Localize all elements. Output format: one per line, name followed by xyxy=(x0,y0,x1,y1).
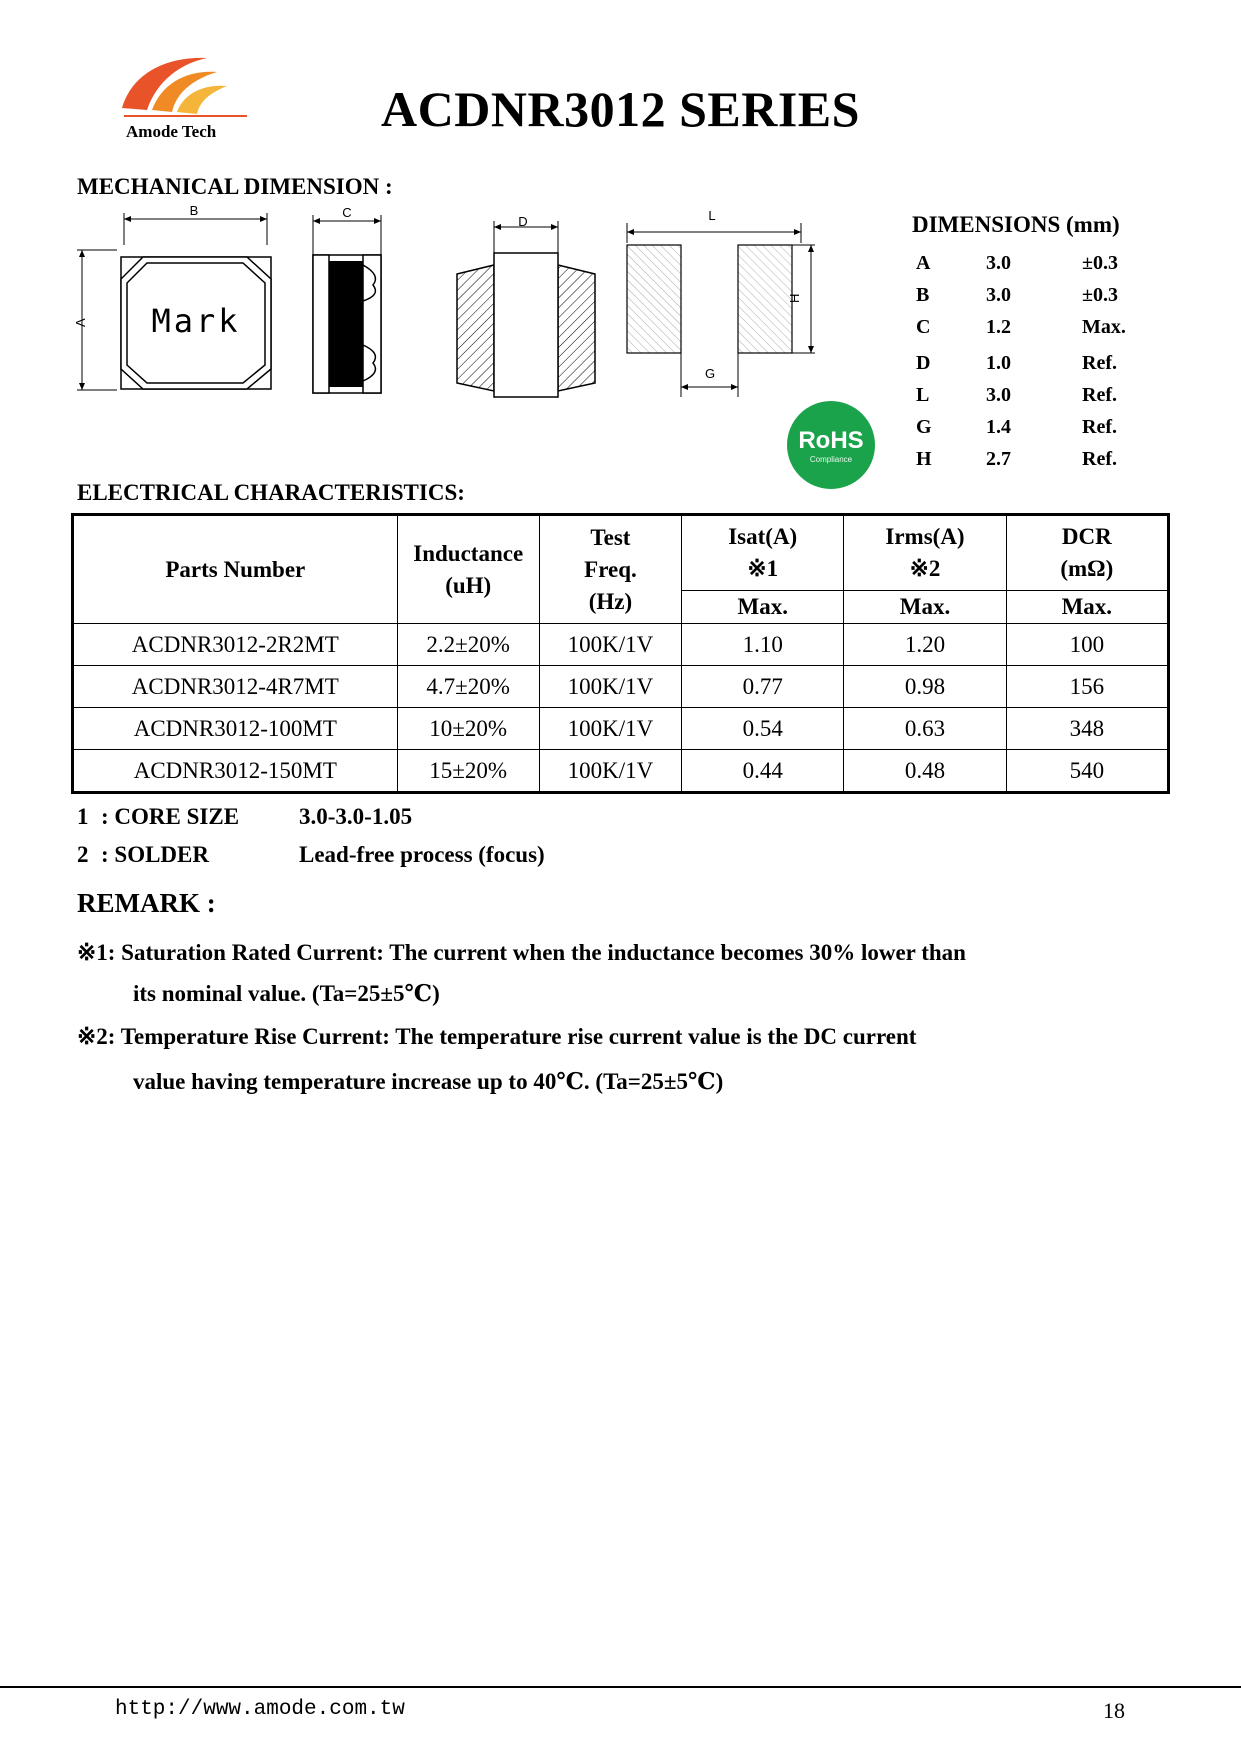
cell-freq: 100K/1V xyxy=(539,624,681,666)
dimensions-title: DIMENSIONS (mm) xyxy=(912,212,1120,237)
cell-irms: 0.48 xyxy=(844,750,1006,793)
page-title: ACDNR3012 SERIES xyxy=(381,81,860,137)
header-part-number: Parts Number xyxy=(73,515,398,624)
dimension-row xyxy=(912,448,1152,480)
header-inductance: Inductance (uH) xyxy=(397,515,539,624)
header-dcr: DCR (mΩ) xyxy=(1006,515,1168,591)
cell-dcr: 156 xyxy=(1006,666,1168,708)
dimension-label: D xyxy=(916,352,931,374)
remark-1-line-2: its nominal value. (Ta=25±5℃) xyxy=(133,981,440,1006)
dimension-value: 1.0 xyxy=(986,352,1011,374)
dim-label-d: D xyxy=(518,214,528,229)
dimension-tolerance: ±0.3 xyxy=(1082,284,1118,306)
mechanical-drawing xyxy=(73,203,837,405)
cell-irms: 0.63 xyxy=(844,708,1006,750)
dimension-tolerance: Ref. xyxy=(1082,416,1117,438)
cell-inductance: 10±20% xyxy=(397,708,539,750)
rohs-label: RoHS xyxy=(798,427,864,454)
dimension-value: 1.2 xyxy=(986,316,1011,338)
note-number: 2 xyxy=(77,842,89,867)
dim-label-h: H xyxy=(787,293,802,303)
note-number: 1 xyxy=(77,804,89,829)
cell-isat: 0.44 xyxy=(682,750,844,793)
table-row xyxy=(73,624,1169,666)
dimension-row xyxy=(912,384,1152,416)
cell-inductance: 15±20% xyxy=(397,750,539,793)
note-value: Lead-free process (focus) xyxy=(299,842,545,867)
table-header-row xyxy=(73,515,1169,591)
header-irms: Irms(A) ※2 xyxy=(844,515,1006,591)
dimension-row xyxy=(912,252,1152,284)
cell-freq: 100K/1V xyxy=(539,750,681,793)
cell-dcr: 540 xyxy=(1006,750,1168,793)
dimension-label: H xyxy=(916,448,932,470)
dimension-value: 3.0 xyxy=(986,284,1011,306)
side-view xyxy=(313,205,381,393)
dimension-tolerance: Max. xyxy=(1082,316,1126,338)
dimensions-table xyxy=(912,212,1152,480)
dimension-row xyxy=(912,284,1152,316)
cell-irms: 1.20 xyxy=(844,624,1006,666)
dimension-label: G xyxy=(916,416,932,438)
mark-text: Mark xyxy=(151,302,241,340)
cell-isat: 0.54 xyxy=(682,708,844,750)
cell-irms: 0.98 xyxy=(844,666,1006,708)
dimension-value: 2.7 xyxy=(986,448,1011,470)
page-number: 18 xyxy=(1103,1698,1125,1723)
mechanical-heading: MECHANICAL DIMENSION : xyxy=(77,174,393,199)
electrical-table xyxy=(71,513,1170,794)
cell-part: ACDNR3012-100MT xyxy=(73,708,398,750)
dimension-label: C xyxy=(916,316,931,338)
cell-part: ACDNR3012-150MT xyxy=(73,750,398,793)
note-item xyxy=(77,804,777,842)
dimension-tolerance: Ref. xyxy=(1082,384,1117,406)
header-max: Max. xyxy=(682,591,844,624)
dimension-label: A xyxy=(916,252,931,274)
dimension-row xyxy=(912,416,1152,448)
cross-section-view xyxy=(457,214,595,397)
cell-freq: 100K/1V xyxy=(539,708,681,750)
table-row xyxy=(73,666,1169,708)
dimension-tolerance: Ref. xyxy=(1082,352,1117,374)
notes xyxy=(77,804,777,880)
dimension-label: L xyxy=(916,384,930,406)
rohs-compliance-icon xyxy=(786,400,876,490)
footer-divider xyxy=(0,1686,1241,1688)
remark-1-line-1: ※1: Saturation Rated Current: The current when the inductance becomes 30% lower than xyxy=(77,940,966,965)
dimension-row xyxy=(912,352,1152,384)
rohs-sub-label: Compliance xyxy=(809,455,853,464)
remark-heading: REMARK : xyxy=(77,888,216,918)
cell-freq: 100K/1V xyxy=(539,666,681,708)
company-name: Amode Tech xyxy=(126,122,217,141)
table-row xyxy=(73,708,1169,750)
remark-2-line-1: ※2: Temperature Rise Current: The temperature rise current value is the DC current xyxy=(77,1024,917,1049)
dimension-row xyxy=(912,316,1152,348)
dimension-tolerance: Ref. xyxy=(1082,448,1117,470)
note-label: : SOLDER xyxy=(101,842,209,867)
table-row xyxy=(73,750,1169,793)
land-pattern-view xyxy=(627,208,815,397)
header-isat: Isat(A) ※1 xyxy=(682,515,844,591)
dimension-value: 3.0 xyxy=(986,252,1011,274)
header-test-freq: Test Freq. (Hz) xyxy=(539,515,681,624)
cell-part: ACDNR3012-2R2MT xyxy=(73,624,398,666)
cell-inductance: 2.2±20% xyxy=(397,624,539,666)
note-label: : CORE SIZE xyxy=(101,804,240,829)
dim-label-b: B xyxy=(189,203,199,218)
cell-part: ACDNR3012-4R7MT xyxy=(73,666,398,708)
cell-dcr: 348 xyxy=(1006,708,1168,750)
cell-dcr: 100 xyxy=(1006,624,1168,666)
dim-label-a: A xyxy=(73,318,88,327)
dimension-tolerance: ±0.3 xyxy=(1082,252,1118,274)
remark-2-line-2: value having temperature increase up to 40℃. (Ta=25±5℃) xyxy=(133,1069,724,1094)
footer-url[interactable]: http://www.amode.com.tw xyxy=(115,1698,405,1721)
dim-label-l: L xyxy=(708,208,716,223)
cell-isat: 1.10 xyxy=(682,624,844,666)
dim-label-g: G xyxy=(704,366,716,381)
top-view xyxy=(73,203,271,390)
dimension-label: B xyxy=(916,284,930,306)
note-item xyxy=(77,842,777,880)
dim-label-c: C xyxy=(342,205,352,220)
header-max: Max. xyxy=(844,591,1006,624)
electrical-heading: ELECTRICAL CHARACTERISTICS: xyxy=(77,480,465,505)
cell-isat: 0.77 xyxy=(682,666,844,708)
cell-inductance: 4.7±20% xyxy=(397,666,539,708)
note-value: 3.0-3.0-1.05 xyxy=(299,804,413,829)
dimension-value: 3.0 xyxy=(986,384,1011,406)
dimension-value: 1.4 xyxy=(986,416,1011,438)
header-max: Max. xyxy=(1006,591,1168,624)
